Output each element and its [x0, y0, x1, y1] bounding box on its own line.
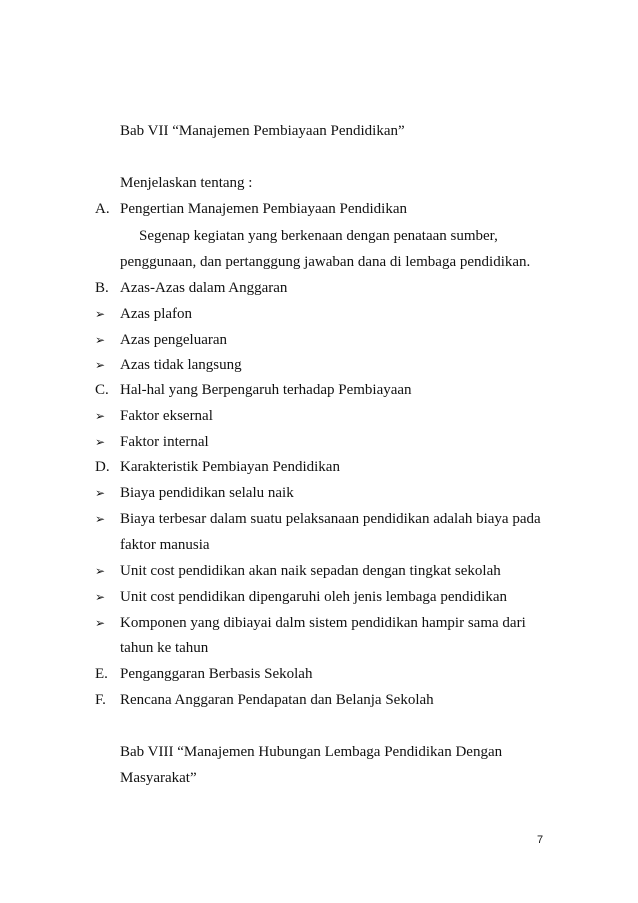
bullet-text: Unit cost pendidikan dipengaruhi oleh jenis lembaga pendidikan	[120, 589, 507, 605]
section-mark: C.	[95, 382, 109, 398]
arrow-bullet-icon: ➢	[95, 333, 106, 347]
page-number: 7	[537, 834, 544, 846]
arrow-bullet-icon: ➢	[95, 358, 106, 372]
bullet-text: Biaya pendidikan selalu naik	[120, 485, 294, 501]
bullet-text: Faktor eksernal	[120, 408, 213, 424]
section-mark: A.	[95, 201, 110, 217]
chapter-8-heading-line-1: Bab VIII “Manajemen Hubungan Lembaga Pendidikan Dengan	[120, 744, 503, 760]
intro-text: Menjelaskan tentang :	[120, 175, 253, 191]
section-title: Karakteristik Pembiayan Pendidikan	[120, 459, 340, 475]
arrow-bullet-icon: ➢	[95, 486, 106, 500]
bullet-text: Unit cost pendidikan akan naik sepadan dengan tingkat sekolah	[120, 563, 501, 579]
bullet-continuation: faktor manusia	[120, 537, 210, 553]
arrow-bullet-icon: ➢	[95, 564, 106, 578]
section-title: Hal-hal yang Berpengaruh terhadap Pembiayaan	[120, 382, 412, 398]
arrow-bullet-icon: ➢	[95, 409, 106, 423]
section-mark: F.	[95, 692, 106, 708]
bullet-text: Azas tidak langsung	[120, 357, 242, 373]
chapter-7-heading: Bab VII “Manajemen Pembiayaan Pendidikan”	[120, 123, 405, 139]
paragraph-a-line-1: Segenap kegiatan yang berkenaan dengan penataan sumber,	[139, 228, 498, 244]
arrow-bullet-icon: ➢	[95, 590, 106, 604]
arrow-bullet-icon: ➢	[95, 512, 106, 526]
bullet-text: Azas plafon	[120, 306, 193, 322]
section-title: Pengertian Manajemen Pembiayaan Pendidikan	[120, 201, 407, 217]
section-title: Azas-Azas dalam Anggaran	[120, 280, 288, 296]
section-title: Penganggaran Berbasis Sekolah	[120, 666, 313, 682]
section-mark: B.	[95, 280, 109, 296]
paragraph-a-line-2: penggunaan, dan pertanggung jawaban dana di lembaga pendidikan.	[120, 254, 531, 270]
bullet-continuation: tahun ke tahun	[120, 640, 209, 656]
bullet-text: Azas pengeluaran	[120, 332, 228, 348]
bullet-text: Komponen yang dibiayai dalm sistem pendidikan hampir sama dari	[120, 615, 526, 631]
arrow-bullet-icon: ➢	[95, 616, 106, 630]
bullet-text: Biaya terbesar dalam suatu pelaksanaan pendidikan adalah biaya pada	[120, 511, 541, 527]
arrow-bullet-icon: ➢	[95, 435, 106, 449]
section-title: Rencana Anggaran Pendapatan dan Belanja Sekolah	[120, 692, 434, 708]
chapter-8-heading-line-2: Masyarakat”	[120, 770, 197, 786]
section-mark: D.	[95, 459, 110, 475]
section-mark: E.	[95, 666, 108, 682]
bullet-text: Faktor internal	[120, 434, 209, 450]
arrow-bullet-icon: ➢	[95, 307, 106, 321]
